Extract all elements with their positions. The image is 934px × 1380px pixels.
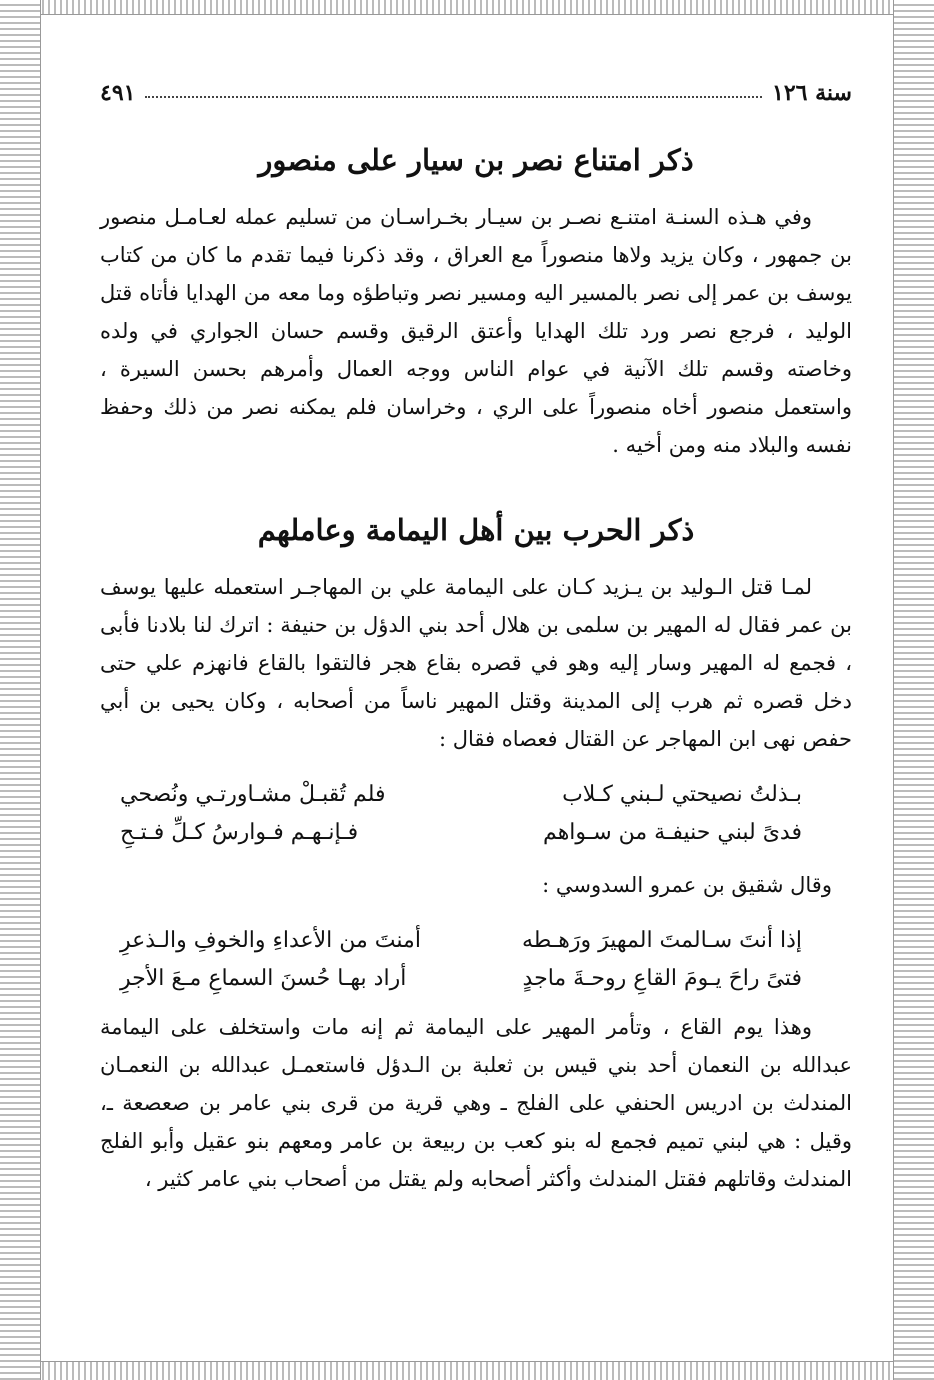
- verse-line: [100, 960, 822, 998]
- page-border-left: [0, 0, 41, 1380]
- poem-1: [100, 776, 822, 852]
- section-body-1: وفي هـذه السنـة امتنـع نصـر بن سيـار بخـراسـان من تسليم عمله لعـامـل منصور بن جمهور ، وكان يزيد ولاها منصوراً مع العراق ، وقد ذكرنا فيما تقدم ما كان من كتاب يوسف بن عمر إلى نصر بالمسير اليه ومسير نصر وتباطؤه وما معه من الهدايا فأتاه قتل الوليد ، فرجع نصر ورد تلك الهدايا وأعتق الرقيق وقسم حسان الجواري في ولده وخاصته وقسم تلك الآنية في عوام الناس ووجه العمال وأمرهم بحسن السيرة ، واستعمل منصور أخاه منصوراً على الري ، وخراسان فلم يمكنه نصر من ذلك وحفظ نفسه والبلاد منه ومن أخيه .: [100, 205, 852, 457]
- dotted-leader: [145, 96, 762, 98]
- verse-second-hemistich: فلم تُقبـلْ مشـاورتـي ونُصحي: [120, 782, 386, 807]
- verse-first-hemistich: فتىً راحَ يـومَ القاعِ روحـةَ ماجدٍ: [522, 966, 802, 991]
- verse-second-hemistich: أمنتَ من الأعداءِ والخوفِ والـذعرِ: [120, 928, 421, 953]
- page-border-bottom: [6, 1361, 928, 1380]
- running-head: [100, 70, 852, 106]
- section-body-2: لمـا قتل الـوليد بن يـزيد كـان على اليمامة علي بن المهاجـر استعمله عليها يوسف بن عمر فقال له المهير بن سلمى بن هلال أحد بني الدؤل بن حنيفة : اترك لنا بلادنا فأبى ، فجمع له المهير وسار إليه وهو في قصره بقاع هجر فالتقوا بالقاع فانهزم علي حتى دخل قصره ثم هرب إلى المدينة وقتل المهير ناساً من أصحابه ، وكان يحيى بن أبي حفص نهى ابن المهاجر عن القتال فعصاه فقال :: [100, 575, 852, 751]
- section-body-2-continued: وهذا يوم القاع ، وتأمر المهير على اليمامة ثم إنه مات واستخلف على اليمامة عبدالله بن النعمان أحد بني قيس بن ثعلبة بن الـدؤل فاستعمـل عبدالله بن النعمـان المندلث بن ادريس الحنفي على الفلج ـ وهي قرية من قرى بني عامر بن صعصعة ـ، وقيل : هي لبني تميم فجمع له بنو كعب بن ربيعة بن عامر ومعهم بنو عقيل وأبو الفلج المندلث وقاتلهم فقتل المندلث وأكثر أصحابه ولم يقتل من أصحاب بني عامر كثير ،: [100, 1015, 852, 1191]
- chapter-label: سنة ١٢٦: [772, 80, 852, 106]
- section-title-2: ذكر الحرب بين أهل اليمامة وعاملهم: [257, 513, 695, 547]
- verse-line: [100, 814, 822, 852]
- poem-2: [100, 922, 822, 998]
- book-page: [100, 70, 852, 1340]
- verse-line: [100, 922, 822, 960]
- page-border-right: [893, 0, 934, 1380]
- verse-first-hemistich: بـذلتُ نصيحتي لـبني كـلاب: [562, 782, 802, 807]
- verse-second-hemistich: فـإنـهـم فـوارسُ كـلِّ فـتـحِ: [120, 820, 359, 845]
- verse-line: [100, 776, 822, 814]
- page-number: ٤٩١: [100, 80, 136, 106]
- verse-second-hemistich: أراد بهـا حُسنَ السماعِ مـعَ الأجرِ: [120, 966, 407, 991]
- verse-first-hemistich: إذا أنتَ سـالمتَ المهيرَ ورَهـطه: [521, 928, 802, 953]
- page-border-top: [6, 0, 928, 15]
- verse-intro: وقال شقيق بن عمرو السدوسي :: [542, 873, 832, 897]
- section-title-1: ذكر امتناع نصر بن سيار على منصور: [258, 143, 694, 177]
- verse-first-hemistich: فدىً لبني حنيفـة من سـواهم: [543, 820, 802, 845]
